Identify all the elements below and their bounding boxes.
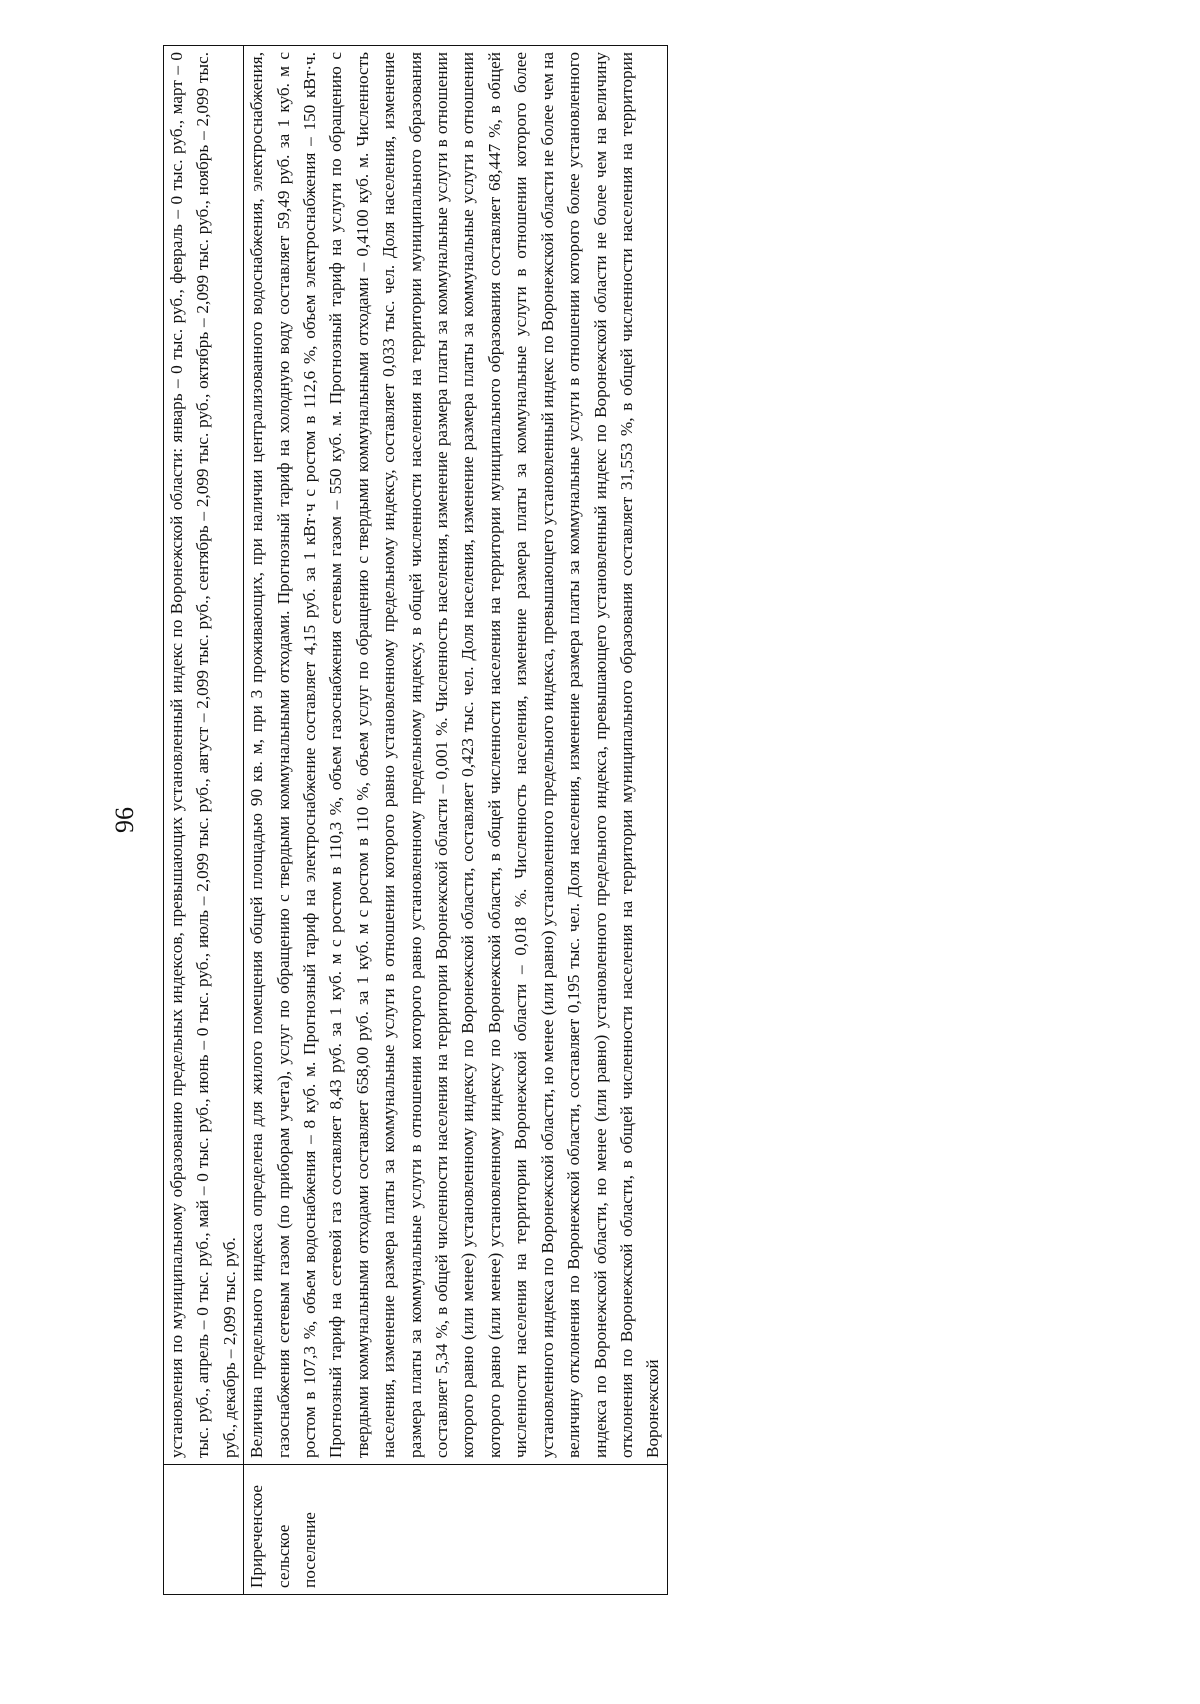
description-cell bbox=[164, 46, 244, 1465]
municipality-name-cell bbox=[164, 1465, 244, 1595]
table-row bbox=[244, 46, 668, 1595]
municipality-name-cell bbox=[244, 1465, 668, 1595]
description-text: установления по муниципальному образованию предельных индексов, превышающих установленный индекс по Воронежской области: январь – 0 тыс. руб., февраль – 0 тыс. руб., март – 0 тыс. руб., апрель – 0 тыс. руб., май – 0 тыс. руб., июнь – 0 тыс. руб., июль – 2,099 тыс. руб., август – 2,099 тыс. руб., сентябрь – 2,099 тыс. руб., октябрь – 2,099 тыс. руб., ноябрь – 2,099 тыс. руб., декабрь – 2,099 тыс. руб. bbox=[167, 52, 239, 1458]
page-number: 96 bbox=[110, 807, 139, 833]
description-text: Величина предельного индекса определена для жилого помещения общей площадью 90 кв. м, при 3 проживающих, при наличии централизованного водоснабжения, электроснабжения, газоснабжения сетевым газом (по приборам учета), услуг по обращению с твердыми коммунальными отходами. Прогнозный тариф на холодную воду составляет 59,49 руб. за 1 куб. м с ростом в 107,3 %, объем водоснабжения – 8 куб. м. Прогнозный тариф на электроснабжение составляет 4,15 руб. за 1 кВт·ч с ростом в 112,6 %, объем электроснабжения – 150 кВт·ч. Прогнозный тариф на сетевой газ составляет 8,43 руб. за 1 куб. м с ростом в 110,3 %, объем газоснабжения сетевым газом – 550 куб. м. Прогнозный тариф на услуги по обращению с твердыми коммунальными отходами составляет 658,00 руб. за 1 куб. м с ростом в 110 %, объем услуг по обращению с твердыми коммунальными отходами – 0,4100 куб. м. Численность населения, изменение размера платы за коммунальные услуги в отношении которого равно установленному предельному индексу, составляет 0,033 тыс. чел. Доля населения, изменение размера платы за коммунальные услуги в отношении которого равно установленному предельному индексу, в общей численности населения на территории муниципального образования составляет 5,34 %, в общей численности населения на территории Воронежской области – 0,001 %. Численность населения, изменение размера платы за коммунальные услуги в отношении которого равно (или менее) установленному индексу по Воронежской области, составляет 0,423 тыс. чел. Доля населения, изменение размера платы за коммунальные услуги в отношении которого равно (или менее) установленному индексу по Воронежской области, в общей численности населения на территории муниципального образования составляет 68,447 %, в общей численности населения на территории Воронежской области – 0,018 %. Численность населения, изменение размера платы за коммунальные услуги в отношении которого более установленного индекса по Воронежской области, но менее (или равно) установленного предельного индекса, превышающего установленный индекс по Воронежской области не более чем на величину отклонения по Воронежской области, составляет 0,195 тыс. чел. Доля населения, изменение размера платы за коммунальные услуги в отношении которого более установленного индекса по Воронежской области, но менее (или равно) установленного предельного индекса, превышающего установленный индекс по Воронежской области не более чем на величину отклонения по Воронежской области, в общей численности населения на территории муниципального образования составляет 31,553 %, в общей численности населения на территории Воронежской bbox=[247, 52, 663, 1458]
description-cell bbox=[244, 46, 668, 1465]
rotated-page bbox=[105, 45, 1080, 1595]
table-row bbox=[164, 46, 244, 1595]
municipal-index-table bbox=[163, 45, 668, 1595]
municipality-name: Приреченское сельское поселение bbox=[247, 1484, 320, 1588]
